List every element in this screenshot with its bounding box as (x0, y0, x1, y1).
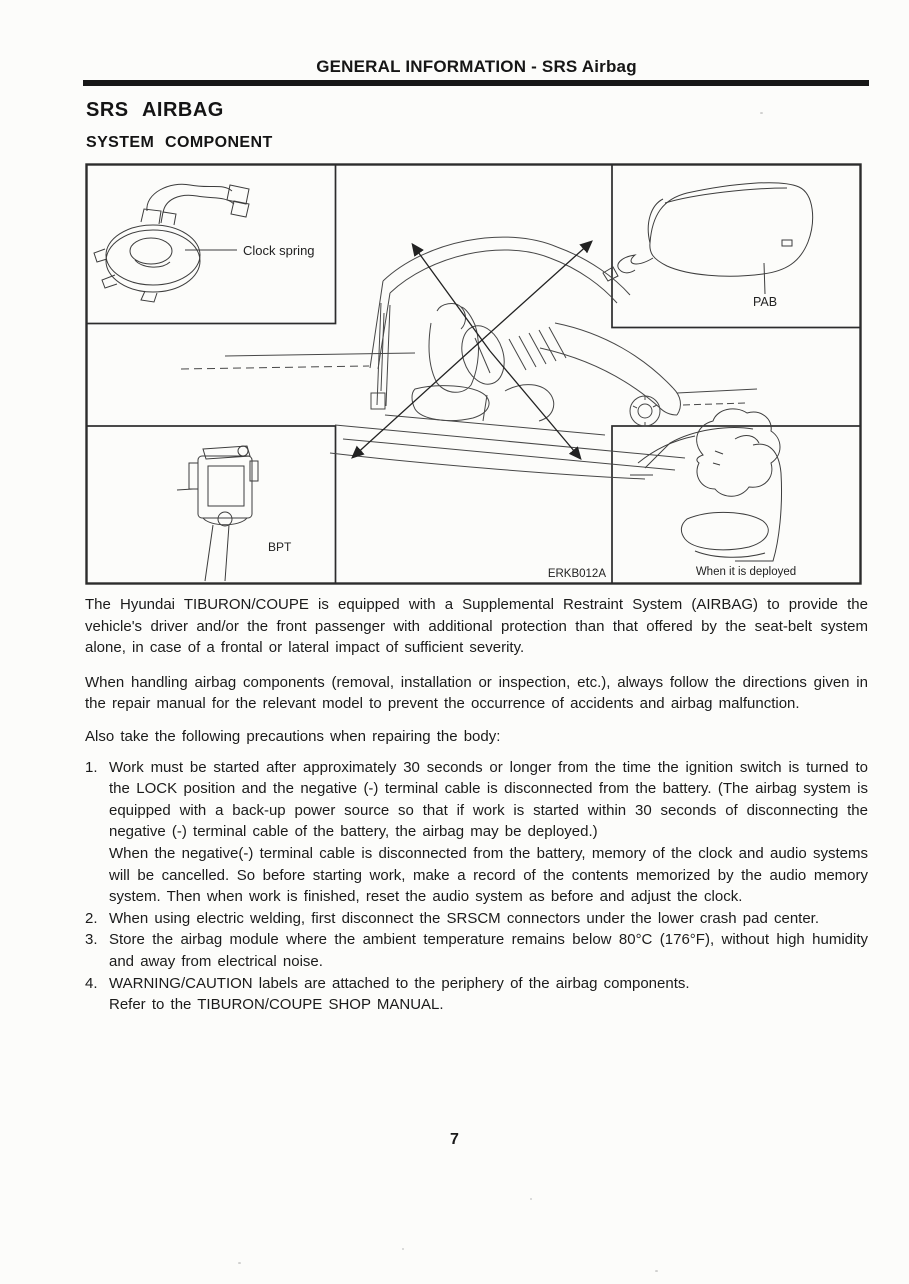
scan-noise-speck (530, 1198, 532, 1200)
page-number: 7 (450, 1131, 459, 1148)
arrow-to-deployed (490, 351, 580, 458)
running-header: GENERAL INFORMATION - SRS Airbag (316, 57, 637, 76)
paragraph-precautions-lead: Also take the following precautions when repairing the body: (85, 727, 501, 745)
list-item-text: Work must be started after approximately 30 seconds or longer from the time the ignition switch is turned to the LOCK position and the negative (-) terminal cable is disconnected from the battery. (The airbag system is equipped with a back-up power source so that if work is started within 30 seconds of disconnecting the negative (-) terminal cable of the battery, the airbag may be deployed.) (109, 758, 868, 841)
scan-noise-speck (238, 1262, 241, 1264)
list-item-text: When the negative(-) terminal cable is disconnected from the battery, memory of the clock and audio systems will be cancelled. So before starting work, make a record of the contents memorized by the audio memory system. Then when work is finished, reset the audio system as before and adjust the clock. (109, 844, 868, 906)
list-number: 2. (85, 909, 98, 927)
list-item (85, 929, 868, 972)
list-item-text: Refer to the TIBURON/COUPE SHOP MANUAL. (109, 996, 444, 1014)
figure-code: ERKB012A (547, 568, 606, 580)
figure-svg (85, 163, 862, 585)
list-item-text: When using electric welding, first disconnect the SRSCM connectors under the lower crash pad center. (109, 909, 820, 927)
body-text (85, 594, 868, 1016)
clock-spring-label: Clock spring (243, 243, 315, 258)
list-item (85, 973, 868, 1016)
scan-noise-speck (760, 112, 763, 114)
list-number: 4. (85, 974, 98, 992)
deployed-airbag-illustration (630, 409, 782, 561)
scan-noise-speck (402, 1248, 404, 1250)
list-item-text: Store the airbag module where the ambient temperature remains below 80°C (176°F), without high humidity and away from electrical noise. (109, 931, 868, 970)
section-title: SYSTEM COMPONENT (86, 134, 273, 151)
figure-frame (87, 165, 861, 584)
scan-noise-speck (655, 1270, 658, 1272)
bpt-illustration (177, 446, 258, 581)
list-item (85, 908, 868, 930)
deployed-caption: When it is deployed (695, 566, 797, 578)
list-number: 3. (85, 931, 98, 949)
list-number: 1. (85, 758, 98, 776)
list-item (85, 757, 868, 908)
paragraph-handling: When handling airbag components (removal, installation or inspection, etc.), always follow the directions given in the repair manual for the relevant model to prevent the occurrence of accidents and airbag malfunction. (85, 673, 868, 713)
list-item-text: WARNING/CAUTION labels are attached to the periphery of the airbag components. (109, 974, 690, 992)
bpt-label: BPT (268, 540, 292, 554)
arrow-to-pab (472, 242, 591, 349)
page-title: SRS AIRBAG (86, 99, 224, 121)
pab-label: PAB (753, 295, 778, 309)
clock-spring-illustration (94, 184, 249, 302)
paragraph-intro: The Hyundai TIBURON/COUPE is equipped with a Supplemental Restraint System (AIRBAG) to provide the vehicle's driver and/or the front passenger with additional protection than that offered by the seat-belt system alone, in case of a frontal or lateral impact of sufficient severity. (85, 596, 868, 657)
system-component-figure (85, 163, 862, 585)
arrow-to-clock-spring (413, 245, 490, 351)
pab-illustration (603, 183, 813, 294)
header-rule (83, 80, 869, 86)
precautions-list (85, 757, 868, 1016)
